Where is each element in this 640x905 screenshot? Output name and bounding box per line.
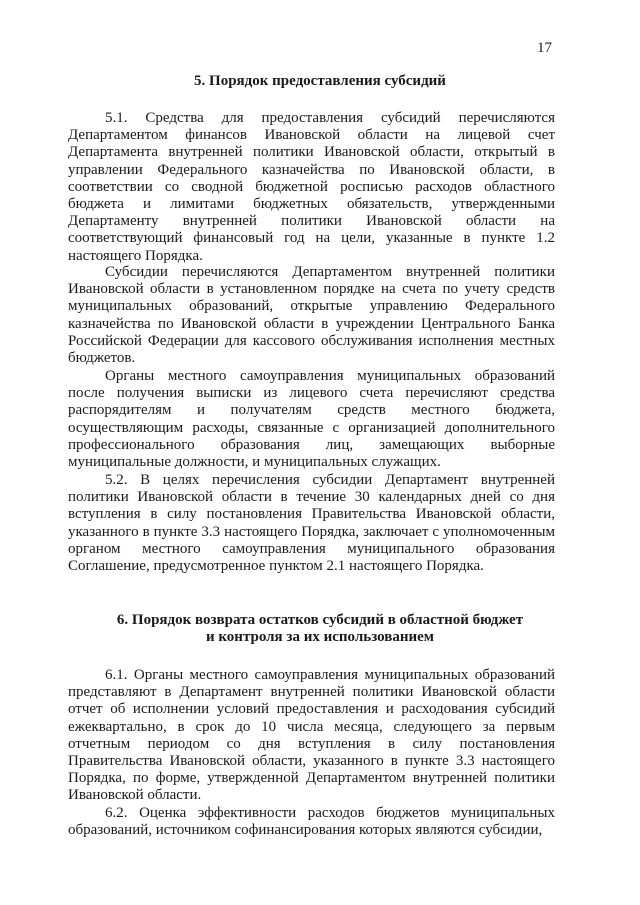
section-6-title-line-2: и контроля за их использованием: [205, 629, 435, 645]
paragraph-5-1: 5.1. Средства для предоставления субсидий перечисляются Департаментом финансов Ивановской области на лицевой счет Департамента внутренней политики Ивановской области, открытый в управлении Федерального казначейства по Ивановской области, в соответствии со сводной бюджетной росписью расходов областного бюджета и лимитами бюджетных обязательств, утвержденными Департаменту внутренней политики Ивановской области на соответствующий финансовый год на цели, указанные в пункте 1.2 настоящего Порядка.: [68, 110, 555, 264]
section-6-title: [0, 612, 640, 646]
paragraph-6-1: 6.1. Органы местного самоуправления муниципальных образований представляют в Департамент внутренней политики Ивановской области отчет об исполнении условий предоставления и расходования субсидий ежеквартально, в срок до 10 числа месяца, следующего за первым отчетным периодом со дня вступления в силу постановления Правительства Ивановской области, указанного в пункте 3.3 настоящего Порядка, по форме, утвержденной Департаментом внутренней политики Ивановской области.: [68, 667, 555, 804]
paragraph-local-authorities: Органы местного самоуправления муниципальных образований после получения выписки из лицевого счета перечисляют средства распорядителям и получателям средств местного бюджета, осуществляющим расходы, связанные с организацией дополнительного профессионального образования лиц, замещающих выборные муниципальные должности, и муниципальных служащих.: [68, 368, 555, 471]
paragraph-5-2: 5.2. В целях перечисления субсидии Департамент внутренней политики Ивановской области в течение 30 календарных дней со дня вступления в силу постановления Правительства Ивановской области, указанного в пункте 3.3 настоящего Порядка, заключает с уполномоченным органом местного самоуправления муниципального образования Соглашение, предусмотренное пунктом 2.1 настоящего Порядка.: [68, 472, 555, 575]
paragraph-subsidies-transfer: Субсидии перечисляются Департаментом внутренней политики Ивановской области в установленном порядке на счета по учету средств муниципальных образований, открытые управлению Федерального казначейства по Ивановской области в учреждении Центрального Банка Российской Федерации для кассового обслуживания исполнения местных бюджетов.: [68, 264, 555, 367]
section-5-title: 5. Порядок предоставления субсидий: [194, 73, 446, 89]
section-6-title-line-1: 6. Порядок возврата остатков субсидий в областной бюджет: [116, 612, 524, 628]
page-number: 17: [537, 40, 552, 56]
paragraph-6-2: 6.2. Оценка эффективности расходов бюджетов муниципальных образований, источником софинансирования которых являются субсидии,: [68, 805, 555, 839]
